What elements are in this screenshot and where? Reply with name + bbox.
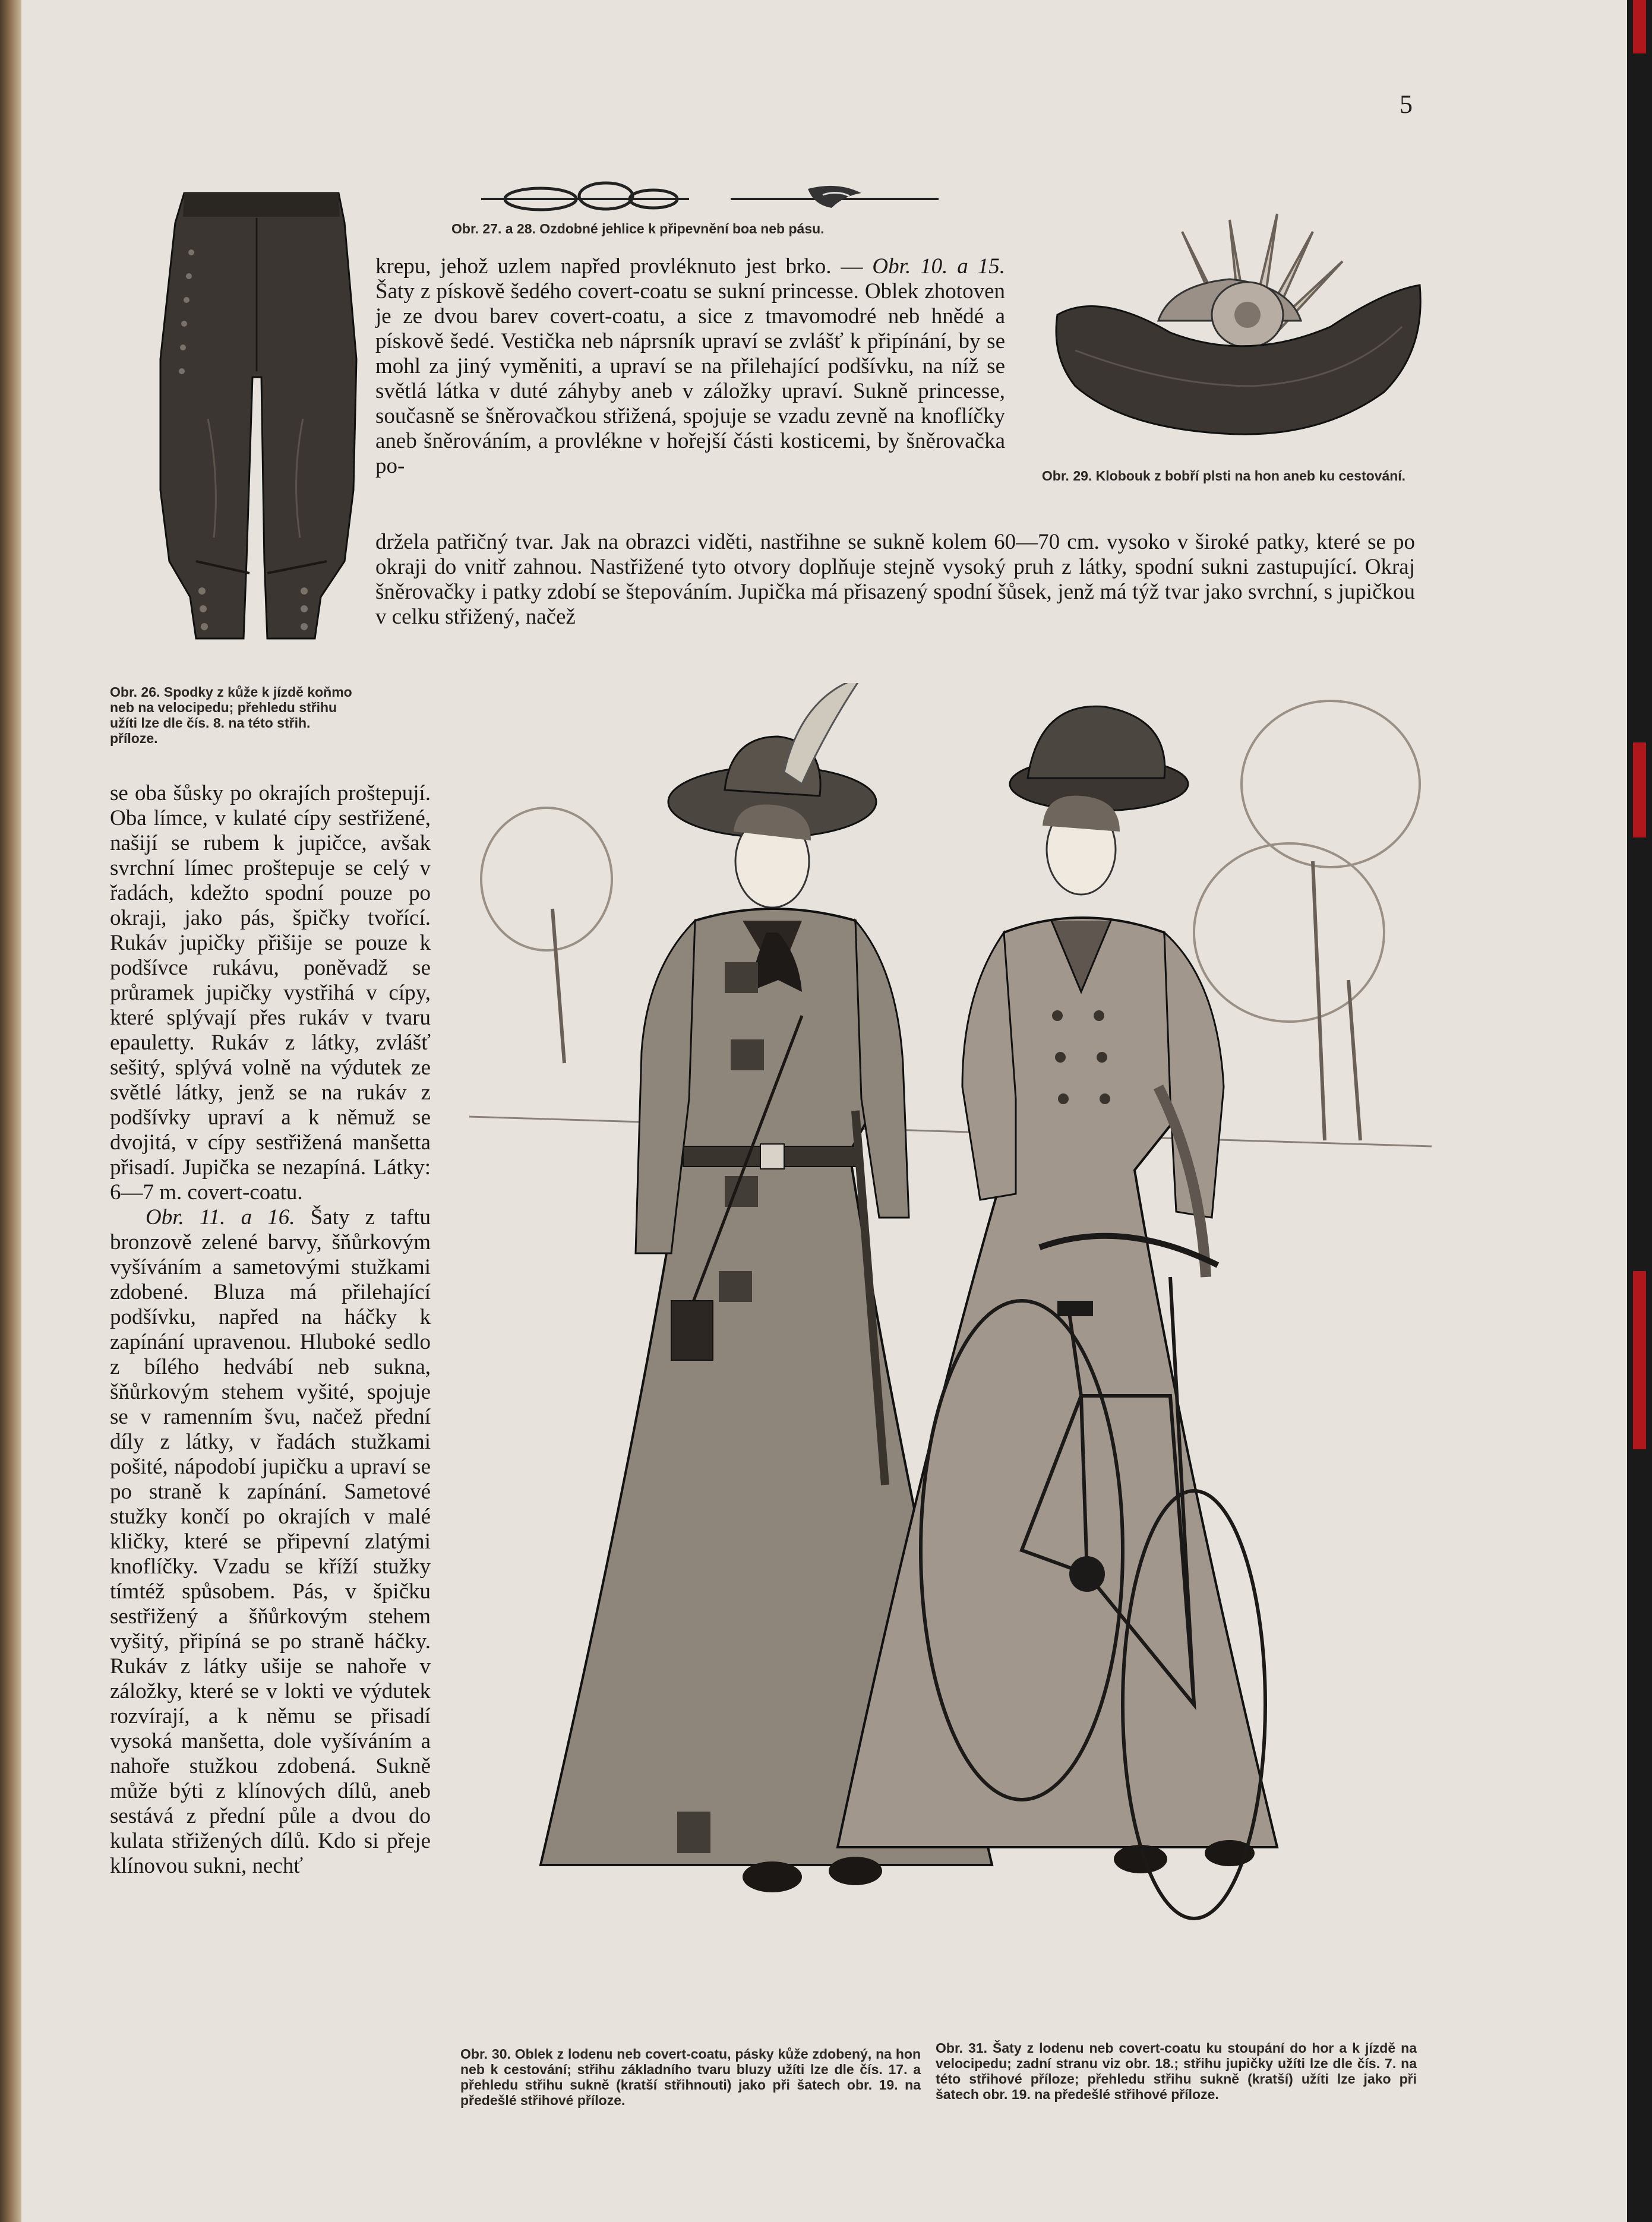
top-text-narrow bbox=[375, 254, 1005, 479]
page-number: 5 bbox=[1400, 90, 1413, 119]
top-text-wide: držela patřičný tvar. Jak na obrazci viděti, nastřihne se sukně kolem 60—70 cm. vysoko v široké patky, které se po okraji do vnitř zahnou. Nastřižené tyto otvory doplňuje stejně vysoký pruh z látky, spodní sukni zastupující. Okraj šněrovačky i patky zdobí se štepováním. Jupička má přisazený spodní šůsek, jenž má týž tvar jako svrchní, s jupičkou v celku střižený, načež bbox=[375, 530, 1415, 629]
caption-fig31: Obr. 31. Šaty z lodenu neb covert-coatu ku stoupání do hor a k jízdě na velocipedu; zadní stranu viz obr. 18.; střihu jupičky užíti lze dle čís. 7. na této střihové příloze; přehledu střihu sukně (kratší) užíti lze jako při šatech obr. 19. na předešlé střihové příloze. bbox=[936, 2040, 1417, 2102]
color-marker-red bbox=[1633, 1271, 1646, 1449]
color-marker-red bbox=[1633, 742, 1646, 837]
left-column-para2: Šaty z taftu bronzově zelené barvy, šňůrkovým vyšíváním a sametovými stužkami zdobené. Bluza má přilehající podšívku, napřed na háčky k zapínání upravenou. Hluboké sedlo z bílého hedvábí neb sukna, šňůrkovým stehem vyšité, spojuje se v ramenním švu, načež přední díly z látky, v řadách stužkami pošité, nápodobí jupičku a upraví se po straně k zapínání. Sametové stužky končí po okrajích v malé kličky, které se připevní zlatými knoflíčky. Vzadu se kříží stužky tímtéž spůsobem. Pás, v špičku sestřižený a šňůrkovým stehem vyšitý, připíná se po straně háčky. Rukáv z látky ušije se nahoře v záložky, které se v lokti ve výdutek rozvírají, a k němu se přisadí vysoká manšetta, dole vyšíváním a nahoře stužkou zdobená. Sukně může býti z klínových dílů, aneb sestává z přední půle a dvou do kulata střižených dílů. Kdo si přeje klínovou sukni, nechť bbox=[110, 1205, 431, 1878]
scan-edge-strip bbox=[1627, 0, 1652, 2222]
caption-fig30: Obr. 30. Oblek z lodenu neb covert-coatu, pásky kůže zdobený, na hon neb k cestování; střihu základního tvaru bluzy užíti lze dle čís. 17. a přehledu střihu sukně (kratší střihnouti) jako při šatech obr. 19. na předešlé střihové příloze. bbox=[460, 2046, 921, 2108]
top-text-lead: krepu, jehož uzlem napřed provléknuto jest brko. — bbox=[375, 254, 873, 279]
top-text-narrow-rest: Šaty z pískově šedého covert-coatu se sukní princesse. Oblek zhotoven je ze dvou barev covert-coatu, a sice z tmavomodré neb hnědé a pískově šedé. Vestička neb náprsník upraví se zvlášť k připínání, by se mohl za jiný vyměniti, a upraví se na přilehající podšívku, na níž se světlá látka v duté záhyby aneb v záložky upraví. Sukně princesse, současně se šněrovačkou střižená, spojuje se vzadu zevně na knoflíčky aneb šněrováním, a provlékne v hořejší části kosticemi, by šněrovačka po- bbox=[375, 279, 1005, 478]
color-marker-red bbox=[1633, 0, 1646, 53]
left-column-para1: se oba šůsky po okrajích proštepují. Oba límce, v kulaté cípy sestřižené, našijí se rubem k jupičce, avšak svrchní límec proštepuje se celý v řadách, kdežto spodní pouze po okraji, jako pás, špičky tvořící. Rukáv jupičky přišije se pouze k podšívce rukávu, poněvadž se průramek jupičky vystřihá v cípy, které splývají přes rukáv v tvaru epauletty. Rukáv z látky, zvlášť sešitý, splývá volně na výdutek ze světlé látky, jenž se na rukáv z podšívky upraví a k němuž se dvojitá, v cípy sestřižená manšetta přisadí. Jupička se nezapíná. Látky: 6—7 m. covert-coatu. bbox=[110, 781, 431, 1205]
caption-fig29: Obr. 29. Klobouk z bobří plsti na hon aneb ku cestování. bbox=[1041, 468, 1406, 483]
main-illustration-two-women-bicycle bbox=[469, 683, 1432, 2043]
caption-fig27-28: Obr. 27. a 28. Ozdobné jehlice k připevnění boa neb pásu. bbox=[451, 221, 825, 236]
ornamental-pins-illustration bbox=[475, 178, 950, 220]
caption-fig26: Obr. 26. Spodky z kůže k jízdě koňmo neb na velocipedu; přehledu střihu užíti lze dle čís. 8. na této střih. příloze. bbox=[110, 684, 352, 746]
figure-reference: Obr. 10. a 15. bbox=[872, 254, 1005, 279]
figure-reference: Obr. 11. a 16. bbox=[146, 1205, 295, 1229]
page-spine-edge bbox=[0, 0, 21, 2222]
left-column-text bbox=[110, 781, 431, 1879]
breeches-illustration bbox=[149, 181, 374, 644]
beaver-hat-illustration bbox=[1051, 196, 1432, 445]
